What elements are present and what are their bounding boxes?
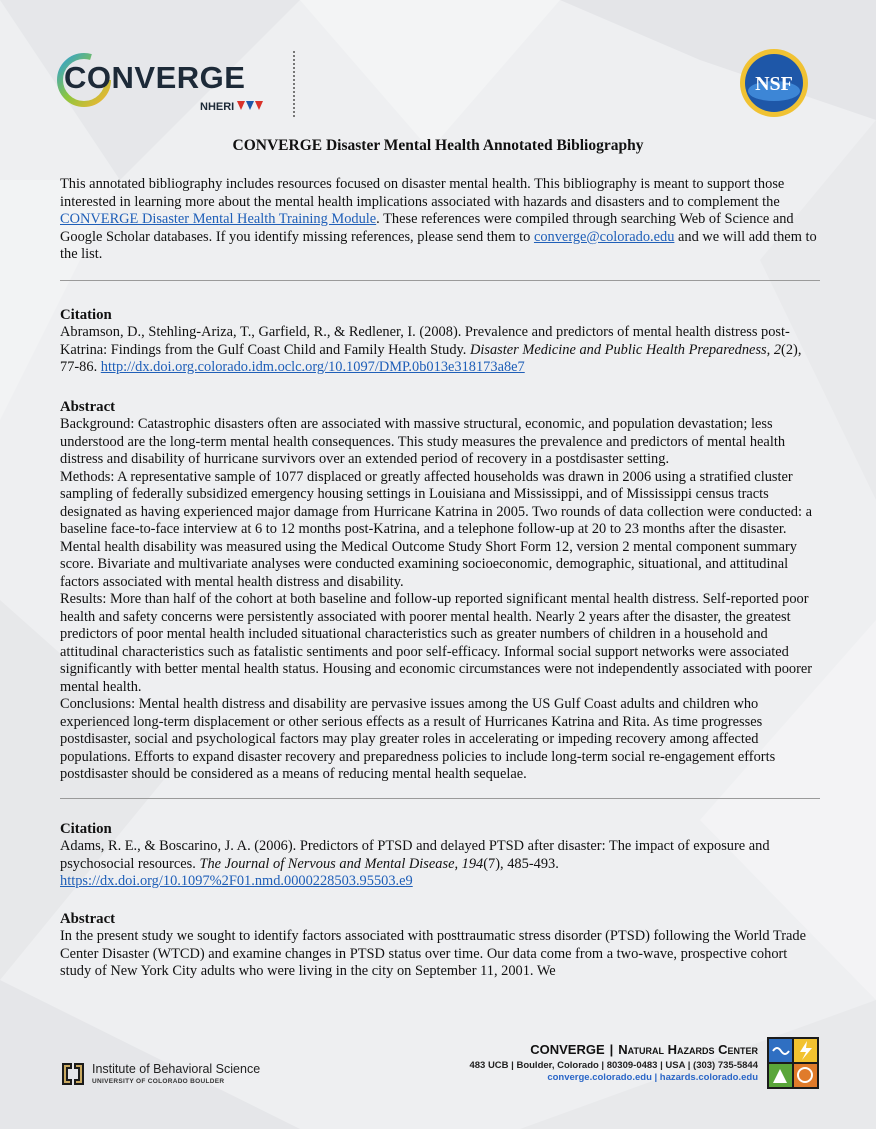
nhc-separator: | [609,1042,614,1057]
citation-journal: The Journal of Nervous and Mental Disease, 194 [199,855,484,872]
intro-text: and we will add them to the list. [60,228,817,262]
citation-authors: Adams, R. E., & Boscarino, J. A. (2006). Predictors of PTSD and delayed PTSD after disaster: The impact of exposure and psychosocial resources. [60,838,770,872]
abstract-results: Results: More than half of the cohort at both baseline and follow-up reported significant mental health distress. Self-reported poor health and safety concerns were persistently associated with poorer mental health. Nearly 2 years after the disaster, the greatest predictors of poor mental health included situational characteristics such as greater numbers of children in a household and attitudinal characteristics such as fatalistic sentiments and poor self-efficacy. Informal social support networks were associated significantly with better mental health status. Housing and economic circumstances were not independently associated with poorer mental health. [60,591,813,695]
abstract-methods: Methods: A representative sample of 1077 displaced or greatly affected households was drawn in 2006 using a stratified cluster sampling of federally subsidized emergency housing settings in Louisiana and Mississippi, and of Mississippi census tracts designated as having experienced major damage from Hurricane Katrina in 2005. Two rounds of data collection were conducted: a baseline face-to-face interview at 6 to 12 months post-Katrina, and a telephone follow-up at 20 to 23 months after the disaster. Mental health disability was measured using the Medical Outcome Study Short Form 12, version 2 mental component summary score. Bivariate and multivariate analyses were conducted examining socioeconomic, demographic, situational, and attitudinal factors associated with mental health distress and disability. [60,468,812,590]
nhc-websites: converge.colorado.edu | hazards.colorado.edu [547,1072,758,1083]
training-module-link[interactable]: CONVERGE Disaster Mental Health Training Module [60,211,377,227]
nhc-contact [469,1042,758,1083]
header-divider [293,51,295,117]
nhc-title [469,1042,758,1057]
section-divider [60,280,820,281]
natural-hazards-center-icon [767,1037,819,1089]
page-header [60,45,820,135]
svg-text:NSF: NSF [755,73,793,95]
abstract-heading: Abstract [60,398,116,415]
page-title: CONVERGE Disaster Mental Health Annotated Bibliography [232,137,644,154]
ibs-name: Institute of Behavioral Science [92,1062,261,1076]
nheri-label: NHERI [200,101,235,113]
bibliography-entry [60,821,820,981]
abstract-background: Background: Catastrophic disasters often are associated with massive structural, economic, and population devastation; less understood are the long-term mental health consequences. This study measures the prevalence and predictors of mental health distress and disability of hurricane survivors over an extended period of recovery in a postdisaster setting. [60,416,786,467]
abstract-text: In the present study we sought to identify factors associated with posttraumatic stress disorder (PTSD) following the World Trade Center Disaster (WTCD) and examine changes in PTSD status over time. Our data come from a two-wave, prospective cohort study of New York City adults who were living in the city on September 11, 2001. We [60,928,806,979]
converge-logo [60,50,275,120]
citation-authors: Abramson, D., Stehling-Ariza, T., Garfield, R., & Redlener, I. (2008). Prevalence and predictors of mental health distress post-Katrina: Findings from the Gulf Coast Child and Family Health Study. [60,324,790,358]
ibs-university: UNIVERSITY OF COLORADO BOULDER [92,1078,225,1085]
nsf-seal-icon [736,45,812,121]
citation-doi-link[interactable]: http://dx.doi.org.colorado.idm.oclc.org/10.1097/DMP.0b013e318173a8e7 [100,359,525,375]
citation-heading: Citation [60,306,112,323]
section-divider [60,798,820,799]
bibliography-entry [60,307,820,784]
intro-text: This annotated bibliography includes resources focused on disaster mental health. This bibliography is meant to support those interested in learning more about the mental health implications associated with hazards and disasters and to complement the [60,176,785,210]
email-link[interactable]: converge@colorado.edu [533,228,675,245]
nhc-converge: CONVERGE [530,1042,605,1057]
nhc-address: 483 UCB | Boulder, Colorado | 80309-0483 | USA | (303) 735-5844 [469,1060,758,1071]
citation-pages: (7), 485-493. [483,855,559,872]
citation-pages: (2), 77-86. [60,341,802,375]
intro-paragraph [60,176,820,264]
converge-wordmark: CONVERGE [64,60,246,95]
abstract-heading: Abstract [60,910,116,927]
cu-boulder-icon [60,1060,86,1088]
citation-text [60,324,820,377]
nhc-name: Natural Hazards Center [618,1042,758,1057]
page-footer [0,1030,876,1129]
citation-doi-link[interactable]: https://dx.doi.org/10.1097%2F01.nmd.0000228503.95503.e9 [60,873,413,889]
bibliography-content [60,176,820,981]
nheri-mark-icon [237,100,269,112]
citation-text [60,838,820,891]
intro-text: . These references were compiled through searching Web of Science and Google Scholar databases. If you identify missing references, please send them to [60,211,794,245]
citation-journal: Disaster Medicine and Public Health Preparedness, 2 [469,341,782,358]
abstract-conclusions: Conclusions: Mental health distress and disability are pervasive issues among the US Gulf Coast adults and children who experienced long-term displacement or other serious effects as a result of Hurricanes Katrina and Rita. As time progresses postdisaster, social and psychological factors may play greater roles in accelerating or impeding recovery among affected populations. Efforts to expand disaster recovery and preparedness policies to include long-term social re-engagement efforts postdisaster should be considered as a means of reducing mental health sequelae. [60,696,776,782]
citation-heading: Citation [60,820,112,837]
